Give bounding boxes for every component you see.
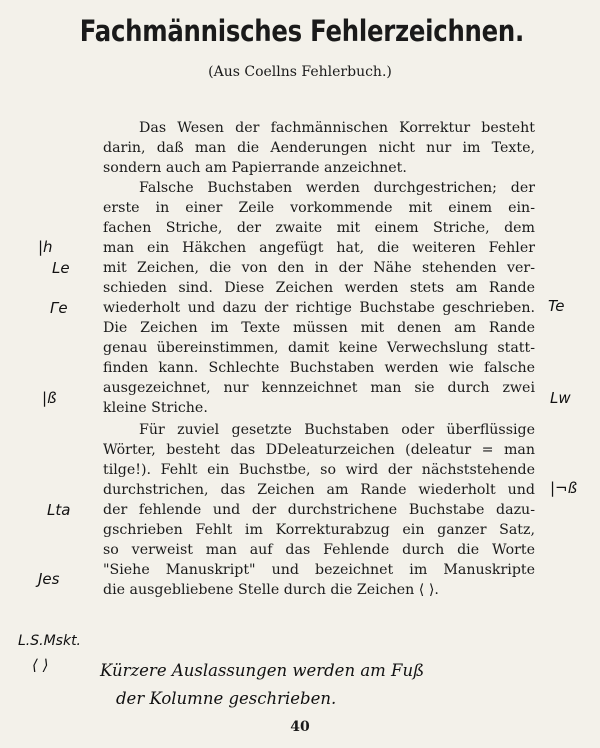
text-line: man ein Häkchen angefügt hat, die weiteren Fehler [103,240,535,256]
text-line: darin, daß man die Aenderungen nicht nur im Texte, [103,140,535,156]
text-line: schieden sind. Diese Zeichen werden stets am Rande [103,280,535,296]
margin-mark-s: |ß [42,389,57,407]
text-line: sondern auch am Papierrande anzeichnet. [103,160,407,176]
text-line: finden kann. Schlechte Buchstaben werden wie falsche [103,360,535,376]
text-line: ausgezeichnet, nur kennzeichnet man sie durch zwei [103,380,535,396]
margin-mark-es: Jes [38,570,60,588]
margin-mark-e-left: Γe [50,299,68,317]
handwritten-note-line-1: Kürzere Auslassungen werden am Fuß [100,661,425,680]
text-line: mit Zeichen, die von den in der Nähe stehenden ver- [103,260,535,276]
text-line: durchstrichen, das Zeichen am Rande wiederholt und [103,482,535,498]
margin-mark-deleatur: |¬ß [550,479,578,497]
text-line: wiederholt und dazu der richtige Buchstabe geschrieben. [103,300,535,316]
margin-mark-h: |h [38,238,53,256]
page-subtitle: (Aus Coellns Fehlerbuch.) [208,64,392,80]
margin-mark-ta: Lta [47,501,71,519]
text-line: erste in einer Zeile vorkommende mit einem ein- [103,200,535,216]
page-number: 40 [290,719,310,735]
text-line: "Siehe Manuskript" und bezeichnet im Manuskripte [103,562,535,578]
handwritten-note-line-2: der Kolumne geschrieben. [116,689,337,708]
text-line: genau übereinstimmen, damit keine Verwechslung statt- [103,340,535,356]
margin-mark-e-right: Te [548,297,565,315]
margin-mark-le: Le [52,259,70,277]
text-line: gschrieben Fehlt im Korrekturabzug ein ganzer Satz, [103,522,535,538]
text-line: tilge!). Fehlt ein Buchstbe, so wird der nächststehende [103,462,535,478]
margin-mark-siehe-manuskript: L.S.Mskt. [18,633,82,649]
text-line: fachen Striche, der zwaite mit einem Striche, dem [103,220,535,236]
text-line: Die Zeichen im Texte müssen mit denen am Rande [103,320,535,336]
text-line: Falsche Buchstaben werden durchgestrichen; der [139,180,535,196]
text-line: die ausgebliebene Stelle durch die Zeichen ⟨ ⟩. [103,582,439,598]
margin-mark-angle-brackets: ⟨ ⟩ [32,656,49,674]
text-line: so verweist man auf das Fehlende durch die Worte [103,542,535,558]
text-line: Wörter, besteht das DDeleaturzeichen (deleatur = man [103,442,535,458]
text-line: kleine Striche. [103,400,208,416]
text-line: der fehlende und der durchstrichene Buchstabe dazu- [103,502,535,518]
text-line: Für zuviel gesetzte Buchstaben oder überflüssige [139,422,535,438]
page-title: Fachmännisches Fehlerzeichnen. [79,14,525,48]
margin-mark-w: Lw [550,389,571,407]
text-line: Das Wesen der fachmännischen Korrektur besteht [139,120,535,136]
